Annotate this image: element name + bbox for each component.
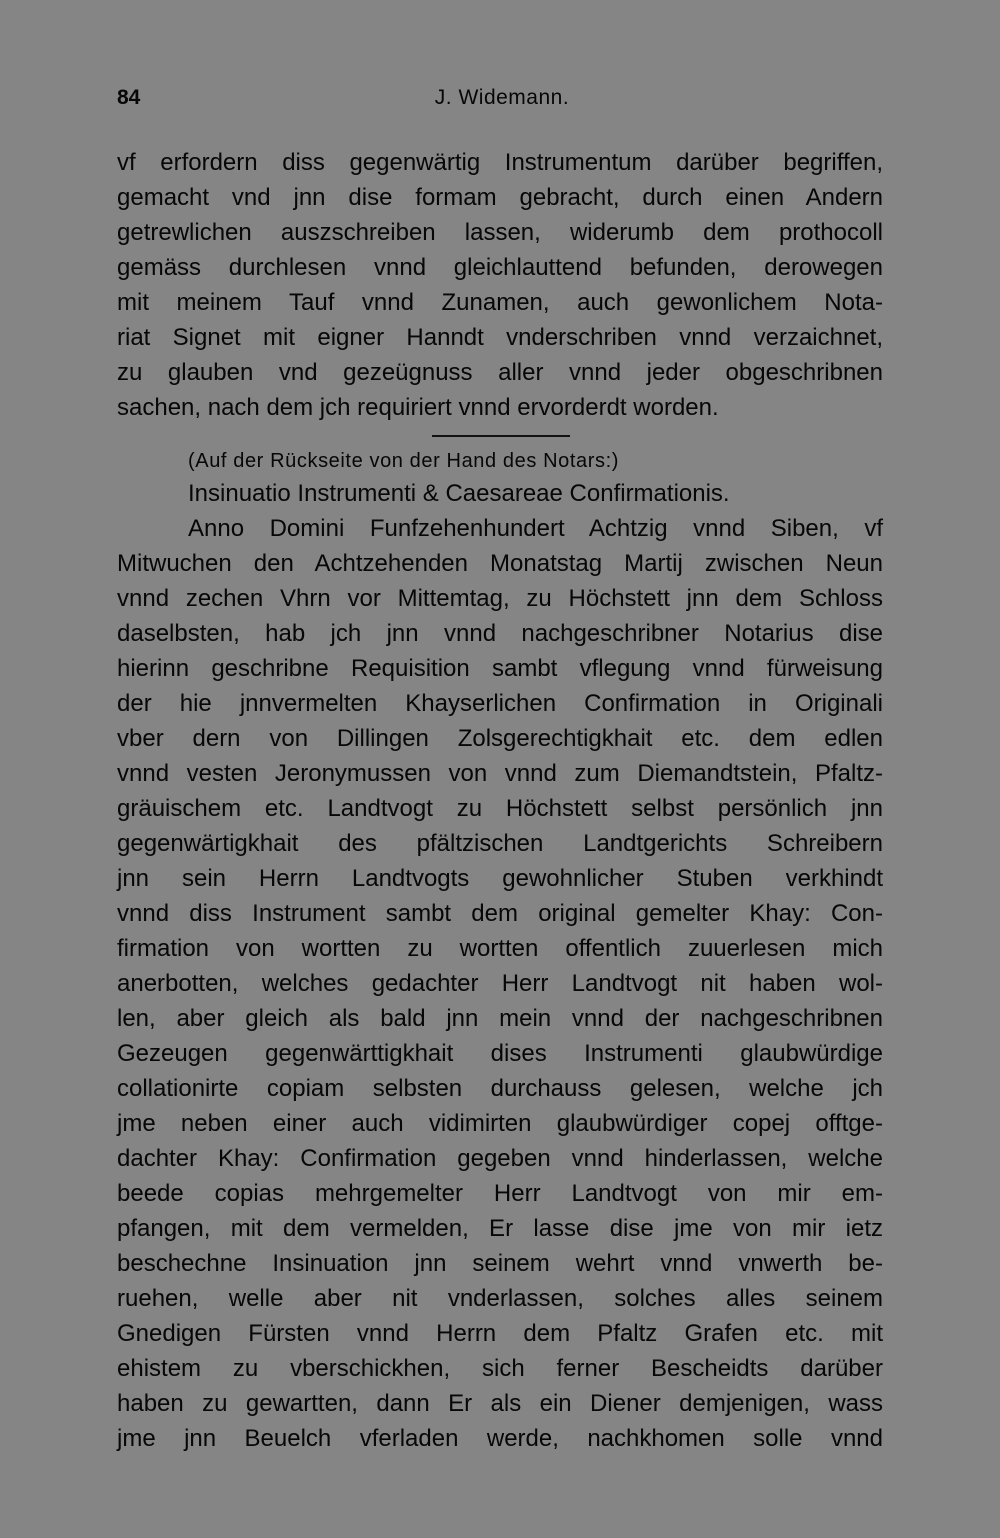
text-line: vnnd diss Instrument sambt dem original gemelter Khay: Con-: [117, 900, 883, 927]
text-line: vnnd vesten Jeronymussen von vnnd zum Diemandtstein, Pfaltz-: [117, 760, 883, 787]
text-line: firmation von wortten zu wortten offentlich zuuerlesen mich: [117, 935, 883, 962]
page-header: [117, 86, 887, 120]
text-line: jme jnn Beuelch vferladen werde, nachkhomen solle vnnd: [117, 1425, 883, 1452]
text-line: hierinn geschribne Requisition sambt vflegung vnnd fürweisung: [117, 655, 883, 682]
page-number: 84: [117, 86, 141, 109]
text-line: beschechne Insinuation jnn seinem wehrt vnnd vnwerth be-: [117, 1250, 883, 1277]
text-line: haben zu gewartten, dann Er als ein Diener demjenigen, wass: [117, 1390, 883, 1417]
text-line: ehistem zu vberschickhen, sich ferner Bescheidts darüber: [117, 1355, 883, 1382]
text-line: daselbsten, hab jch jnn vnnd nachgeschribner Notarius dise: [117, 620, 883, 647]
text-line: jme neben einer auch vidimirten glaubwürdiger copej offtge-: [117, 1110, 883, 1137]
text-line: dachter Khay: Confirmation gegeben vnnd hinderlassen, welche: [117, 1145, 883, 1172]
text-line: Gezeugen gegenwärttigkhait dises Instrumenti glaubwürdige: [117, 1040, 883, 1067]
text-line: getrewlichen auszschreiben lassen, widerumb dem prothocoll: [117, 219, 883, 246]
text-line: sachen, nach dem jch requiriert vnnd ervorderdt worden.: [117, 394, 719, 421]
text-line: len, aber gleich als bald jnn mein vnnd der nachgeschribnen: [117, 1005, 883, 1032]
text-line: pfangen, mit dem vermelden, Er lasse dise jme von mir ietz: [117, 1215, 883, 1242]
text-line: vf erfordern diss gegenwärtig Instrumentum darüber begriffen,: [117, 149, 883, 176]
text-line: gräuischem etc. Landtvogt zu Höchstett selbst persönlich jnn: [117, 795, 883, 822]
section-heading: Insinuatio Instrumenti & Caesareae Confirmationis.: [188, 480, 730, 507]
text-line: ruehen, welle aber nit vnderlassen, solches alles seinem: [117, 1285, 883, 1312]
text-line: mit meinem Tauf vnnd Zunamen, auch gewonlichem Nota-: [117, 289, 883, 316]
section-divider: [432, 435, 570, 437]
text-line: zu glauben vnd gezeügnuss aller vnnd jeder obgeschribnen: [117, 359, 883, 386]
text-line: gegenwärtigkhait des pfältzischen Landtgerichts Schreibern: [117, 830, 883, 857]
text-line: jnn sein Herrn Landtvogts gewohnlicher Stuben verkhindt: [117, 865, 883, 892]
text-line: anerbotten, welches gedachter Herr Landtvogt nit haben wol-: [117, 970, 883, 997]
text-line: gemacht vnd jnn dise formam gebracht, durch einen Andern: [117, 184, 883, 211]
text-line: gemäss durchlesen vnnd gleichlauttend befunden, derowegen: [117, 254, 883, 281]
text-line: Anno Domini Funfzehenhundert Achtzig vnnd Siben, vf: [188, 515, 883, 542]
text-line: Mitwuchen den Achtzehenden Monatstag Martij zwischen Neun: [117, 550, 883, 577]
running-title: J. Widemann.: [434, 86, 570, 109]
text-line: Gnedigen Fürsten vnnd Herrn dem Pfaltz Grafen etc. mit: [117, 1320, 883, 1347]
text-line: vber dern von Dillingen Zolsgerechtigkhait etc. dem edlen: [117, 725, 883, 752]
editorial-note: (Auf der Rückseite von der Hand des Notars:): [188, 450, 620, 472]
text-line: beede copias mehrgemelter Herr Landtvogt von mir em-: [117, 1180, 883, 1207]
text-line: der hie jnnvermelten Khayserlichen Confirmation in Originali: [117, 690, 883, 717]
text-line: riat Signet mit eigner Hanndt vnderschriben vnnd verzaichnet,: [117, 324, 883, 351]
text-line: collationirte copiam selbsten durchauss gelesen, welche jch: [117, 1075, 883, 1102]
text-line: vnnd zechen Vhrn vor Mittemtag, zu Höchstett jnn dem Schloss: [117, 585, 883, 612]
